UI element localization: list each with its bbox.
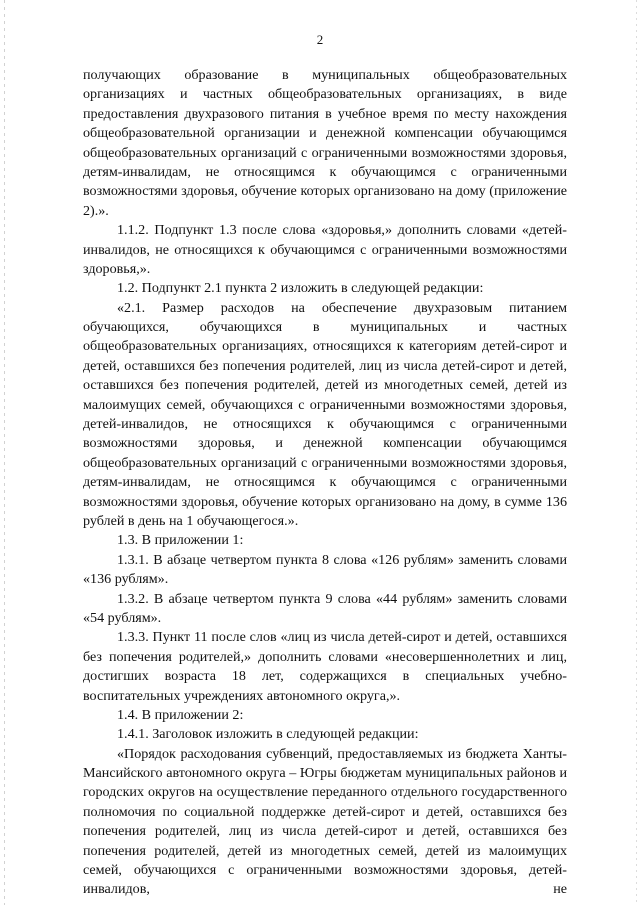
paragraph-continuation: получающих образование в муниципальных общеобразовательных организациях и частных общеобразовательных организациях, в виде предоставления двухразового питания в учебное время по месту нахождения общеобразовательной организации и денежной компенсации обучающимся общеобразовательных организаций с ограниченными возможностями здоровья, детям-инвалидам, не относящимся к обучающимся с ограниченными возможностями здоровья, обучение которых организовано на дому (приложение 2).». (83, 67, 567, 219)
document-body (83, 66, 567, 900)
page-number: 2 (316, 32, 324, 47)
paragraph-title-quote: «Порядок расходования субвенций, предоставляемых из бюджета Ханты-Мансийского автономного округа – Югры бюджетам муниципальных районов и городских округов на осуществление переданного отдельного государственного полномочия по социальной поддержке детей-сирот и детей, оставшихся без попечения родителей, лиц из числа детей-сирот и детей, оставшихся без попечения родителей, детей из многодетных семей, детей из малоимущих семей, обучающихся с ограниченными возможностями здоровья, детей-инвалидов, не (83, 745, 567, 898)
paragraph-1-2: 1.2. Подпункт 2.1 пункта 2 изложить в следующей редакции: (117, 280, 484, 297)
scan-edge-left (4, 0, 5, 905)
paragraph-1-4: 1.4. В приложении 2: (117, 706, 244, 723)
scan-edge-right (636, 0, 637, 905)
paragraph-1-3-1: 1.3.1. В абзаце четвертом пункта 8 слова «126 рублям» заменить словами «136 рублям». (83, 551, 567, 588)
paragraph-1-4-1: 1.4.1. Заголовок изложить в следующей редакции: (117, 726, 419, 743)
paragraph-1-1-2: 1.1.2. Подпункт 1.3 после слова «здоровья,» дополнить словами «детей-инвалидов, не относящихся к обучающимся с ограниченными возможностями здоровья,». (83, 222, 567, 277)
paragraph-2-1-quote: «2.1. Размер расходов на обеспечение двухразовым питанием обучающихся, обучающихся в муниципальных и частных общеобразовательных организациях, относящихся к категориям детей-сирот и детей, оставшихся без попечения родителей, лиц из числа детей-сирот и детей, оставшихся без попечения родителей, детей из многодетных семей, детей из малоимущих семей, обучающихся с ограниченными возможностями здоровья, детей-инвалидов, не относящихся к обучающимся с ограниченными возможностями здоровья, и денежной компенсации обучающимся общеобразовательных организаций с ограниченными возможностями здоровья, детям-инвалидам, не относящимся к обучающимся с ограниченными возможностями здоровья, обучение которых организовано на дому, в сумме 136 рублей в день на 1 обучающегося.». (83, 299, 567, 529)
paragraph-1-3: 1.3. В приложении 1: (117, 532, 244, 549)
paragraph-1-3-3: 1.3.3. Пункт 11 после слов «лиц из числа детей-сирот и детей, оставшихся без попечения родителей,» дополнить словами «несовершеннолетних и лиц, достигших возраста 18 лет, содержащихся в специальных учебно-воспитательных учреждениях автономного округа,». (83, 629, 567, 704)
paragraph-1-3-2: 1.3.2. В абзаце четвертом пункта 9 слова «44 рублям» заменить словами «54 рублям». (83, 590, 567, 626)
